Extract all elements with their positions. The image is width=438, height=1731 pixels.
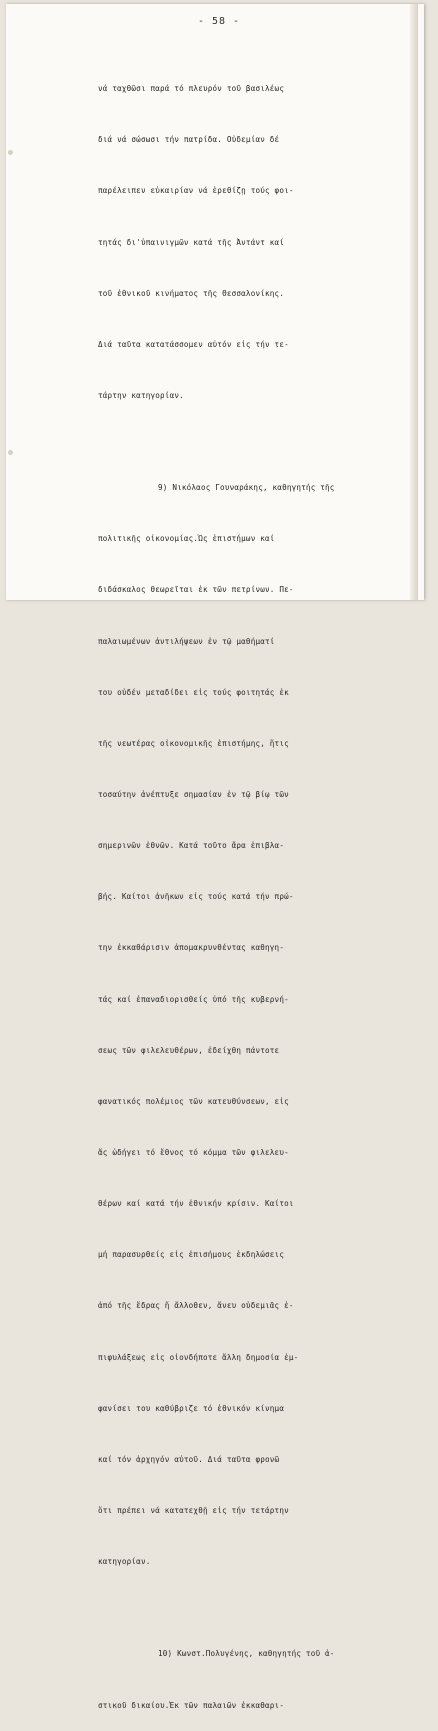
page-number: - 58 - <box>197 16 241 27</box>
text-line: σημερινῶν ἐθνῶν. Κατά τοῦτο ἄρα ἐπιβλα- <box>98 841 285 851</box>
text-line: σεως τῶν φιλελευθέρων, ἐδείχθη πάντοτε <box>98 1045 280 1055</box>
text-line: Διά ταῦτα κατατάσσομεν αὐτόν εἰς τήν τε- <box>98 339 289 349</box>
text-line: ἀπό τῆς ἕδρας ἤ ἄλλοθεν, ἄνευ οὐδεμιᾶς ἐ- <box>98 1301 294 1311</box>
text-line: στικοῦ δικαίου.Ἐκ τῶν παλαιῶν ἐκκαθαρι- <box>98 1700 285 1710</box>
text-line: διδάσκαλος θεωρεῖται ἐκ τῶν πετρίνων. Πε- <box>98 585 294 595</box>
text-line: θέρων καί κατά τήν ἐθνικήν κρίσιν. Καίτοι <box>98 1199 294 1209</box>
text-line: 9) Νικόλαος Γουναράκης, καθηγητής τῆς <box>158 483 335 493</box>
text-line: φανίσει του καθύβριζε τό ἐθνικόν κίνημα <box>98 1403 285 1413</box>
text-line: 10) Κωνστ.Πολυγένης, καθηγητής τοῦ ἀ- <box>158 1649 335 1659</box>
paragraph-gap <box>98 1604 398 1611</box>
text-line: τητάς δι'ὑπαινιγμῶν κατά τῆς Ἀντάντ καί <box>98 237 285 247</box>
text-line: του οὐδέν μεταδίδει εἰς τούς φοιτητάς ἐκ <box>98 687 289 697</box>
punch-hole <box>8 150 13 155</box>
text-line: τάρτην κατηγορίαν. <box>98 390 184 400</box>
text-line: πολιτικῆς οἰκονομίας.Ὡς ἐπιστήμων καί <box>98 534 275 544</box>
text-line: ἅς ὡδήγει τό ἔθνος τό κόμμα τῶν φιλελευ- <box>98 1148 289 1157</box>
text-line: τῆς νεωτέρας οἰκονομικῆς ἐπιστήμης, ἥτις <box>98 738 289 748</box>
text-line: καί τόν ἀρχηγόν αὐτοῦ. Διά ταῦτα φρονῶ <box>98 1454 280 1464</box>
text-line: μή παρασυρθείς εἰς ἐπισήμους ἐκδηλώσεις <box>98 1250 285 1260</box>
text-line: παλαιωμένων ἀντιλήψεων ἐν τῷ μαθήματί <box>98 636 275 646</box>
paragraph-gap <box>98 438 398 445</box>
text-line: την ἐκκαθάρισιν ἀπομακρυνθέντας καθηγη- <box>98 943 285 953</box>
typewritten-text <box>98 46 398 1731</box>
text-line: τάς καί ἐπαναδιορισθείς ὑπό τῆς κυβερνή- <box>98 994 289 1004</box>
text-line: βής. Καίτοι ἀνῆκων εἰς τούς κατά τήν πρώ- <box>98 892 294 902</box>
text-line: νά ταχθῶσι παρά τό πλευρόν τοῦ βασιλέως <box>98 84 285 94</box>
text-line: διά νά σώσωσι τήν πατρίδα. Οὐδεμίαν δέ <box>98 135 280 145</box>
text-line: τοσαύτην ἀνέπτυξε σημασίαν ἐν τῷ βίῳ τῶν <box>98 790 289 800</box>
text-line: πιφυλάξεως εἰς οἱονδήποτε ἄλλη δημοσία ἐμ- <box>98 1352 299 1362</box>
punch-hole <box>8 450 13 455</box>
text-line: κατηγορίαν. <box>98 1557 151 1567</box>
text-line: φανατικός πολέμιος τῶν κατευθύνσεων, εἰς <box>98 1096 289 1106</box>
page-edge-shadow <box>410 4 418 600</box>
text-line: τοῦ ἐθνικοῦ κινήματος τῆς Θεσσαλονίκης. <box>98 288 285 298</box>
text-line: παρέλειπεν εὐκαιρίαν νά ἐρεθίζῃ τούς φοι- <box>98 186 294 196</box>
text-line: ὅτι πρέπει νά κατατεχθῇ εἰς τήν τετάρτην <box>98 1505 289 1515</box>
